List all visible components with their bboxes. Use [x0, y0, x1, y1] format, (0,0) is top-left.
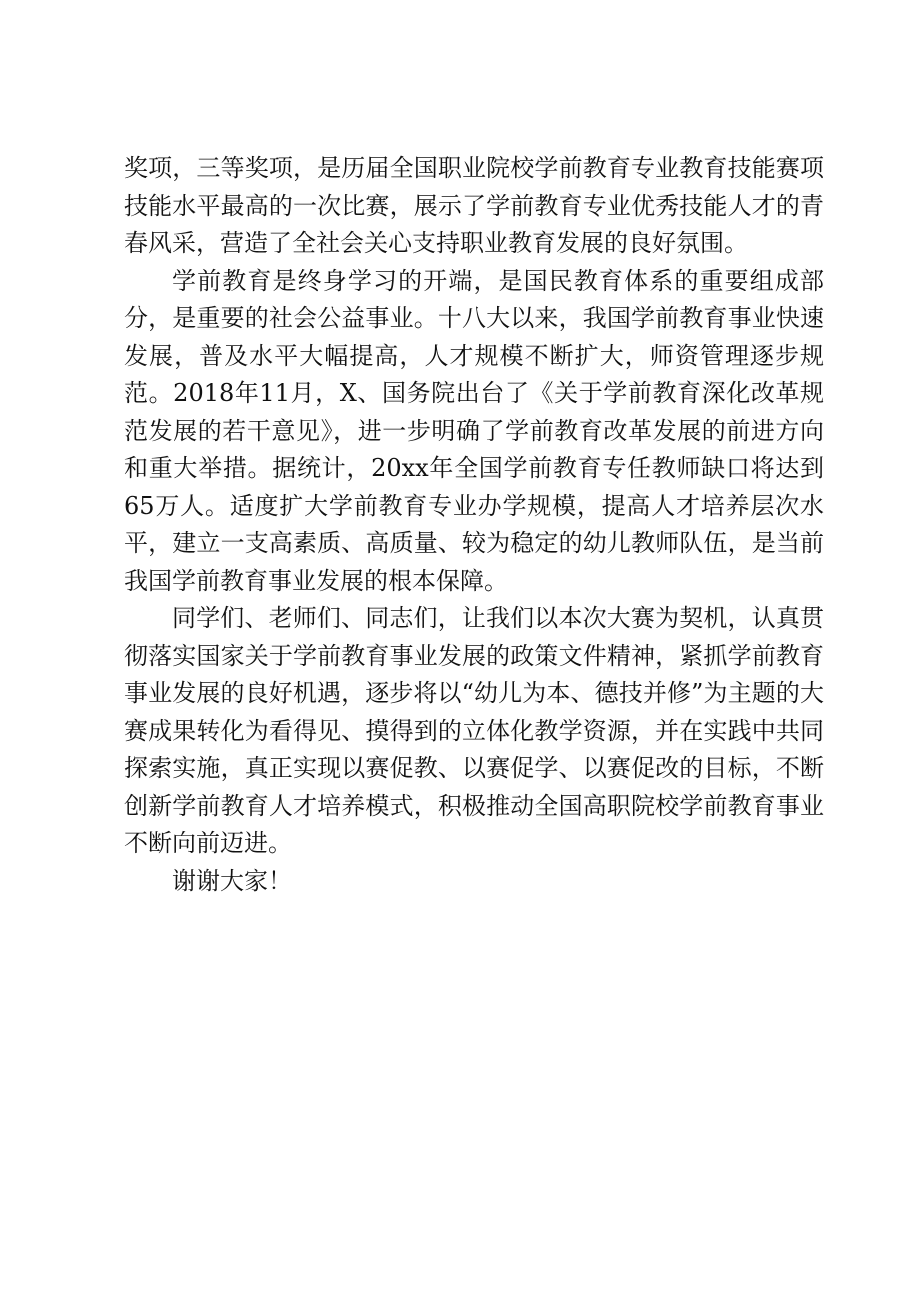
document-body — [124, 150, 824, 900]
paragraph-awards-summary: 奖项，三等奖项，是历届全国职业院校学前教育专业教育技能赛项技能水平最高的一次比赛，展示了学前教育专业优秀技能人才的青春风采，营造了全社会关心支持职业教育发展的良好氛围。 — [124, 154, 824, 257]
paragraph-thanks: 谢谢大家！ — [172, 866, 292, 895]
paragraph-call-to-action: 同学们、老师们、同志们，让我们以本次大赛为契机，认真贯彻落实国家关于学前教育事业发展的政策文件精神，紧抓学前教育事业发展的良好机遇，逐步将以“幼儿为本、德技并修”为主题的大赛成果转化为看得见、摸得到的立体化教学资源，并在实践中共同探索实施，真正实现以赛促教、以赛促学、以赛促改的目标，不断创新学前教育人才培养模式，积极推动全国高职院校学前教育事业不断向前迈进。 — [124, 604, 824, 857]
paragraph-preschool-education: 学前教育是终身学习的开端，是国民教育体系的重要组成部分，是重要的社会公益事业。十八大以来，我国学前教育事业快速发展，普及水平大幅提高，人才规模不断扩大，师资管理逐步规范。2018年11月，X、国务院出台了《关于学前教育深化改革规范发展的若干意见》，进一步明确了学前教育改革发展的前进方向和重大举措。据统计，20xx年全国学前教育专任教师缺口将达到65万人。适度扩大学前教育专业办学规模，提高人才培养层次水平，建立一支高素质、高质量、较为稳定的幼儿教师队伍，是当前我国学前教育事业发展的根本保障。 — [124, 266, 824, 595]
